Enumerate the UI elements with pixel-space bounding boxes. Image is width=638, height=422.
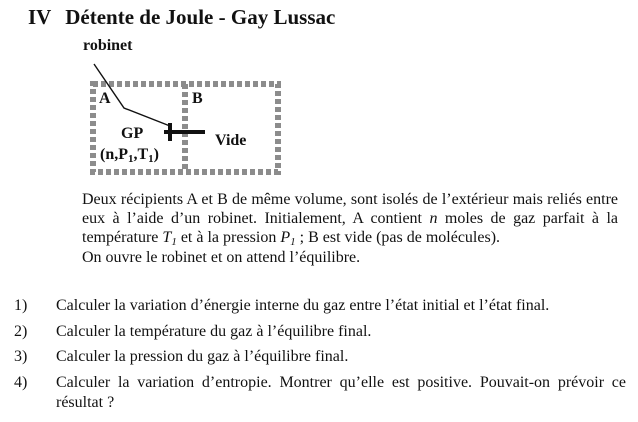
- vacuum-label: Vide: [215, 132, 247, 149]
- var-t-subscript: 1: [171, 236, 177, 249]
- statement-text: ; B est vide (pas de molécules).: [295, 229, 501, 247]
- question-number: 3): [14, 348, 28, 365]
- question-text: Calculer la variation d’énergie interne du gaz entre l’état initial et l’état final.: [56, 297, 550, 314]
- section-title: Détente de Joule - Gay Lussac: [65, 5, 336, 29]
- valve-label: robinet: [83, 37, 133, 54]
- container-b-label: B: [192, 90, 203, 107]
- question-item: [14, 322, 626, 342]
- question-item: [14, 347, 626, 367]
- statement-text: et à la pression: [176, 229, 281, 247]
- question-text: Calculer la pression du gaz à l’équilibre final.: [56, 348, 349, 365]
- container-a-label: A: [99, 90, 111, 107]
- gas-label: GP: [121, 125, 144, 142]
- statement-line2: On ouvre le robinet et on attend l’équilibre.: [82, 248, 361, 266]
- question-number: 1): [14, 297, 28, 314]
- question-number: 4): [14, 374, 28, 391]
- question-item: [14, 373, 626, 412]
- gas-state-label: $(n,P_1,T_1)$: [100, 146, 159, 165]
- question-number: 2): [14, 323, 28, 340]
- statement-text: moles de gaz parfait à la température: [82, 210, 619, 247]
- statement-text: Deux récipients A et B de même volume, sont isolés de l’extérieur mais reliés entre eux à l’aide d’un robinet. Initialement, A contient: [82, 191, 618, 228]
- var-p-subscript: 1: [290, 236, 296, 249]
- question-text: Calculer la variation d’entropie. Montrer qu’elle est positive. Pouvait-on prévoir ce résultat ?: [56, 374, 626, 411]
- var-t: T: [162, 229, 172, 247]
- question-item: [14, 296, 626, 316]
- section-number: IV: [28, 5, 52, 29]
- var-n: n: [429, 210, 438, 228]
- var-p: P: [280, 229, 291, 247]
- question-text: Calculer la température du gaz à l’équilibre final.: [56, 323, 372, 340]
- problem-statement: [82, 190, 618, 267]
